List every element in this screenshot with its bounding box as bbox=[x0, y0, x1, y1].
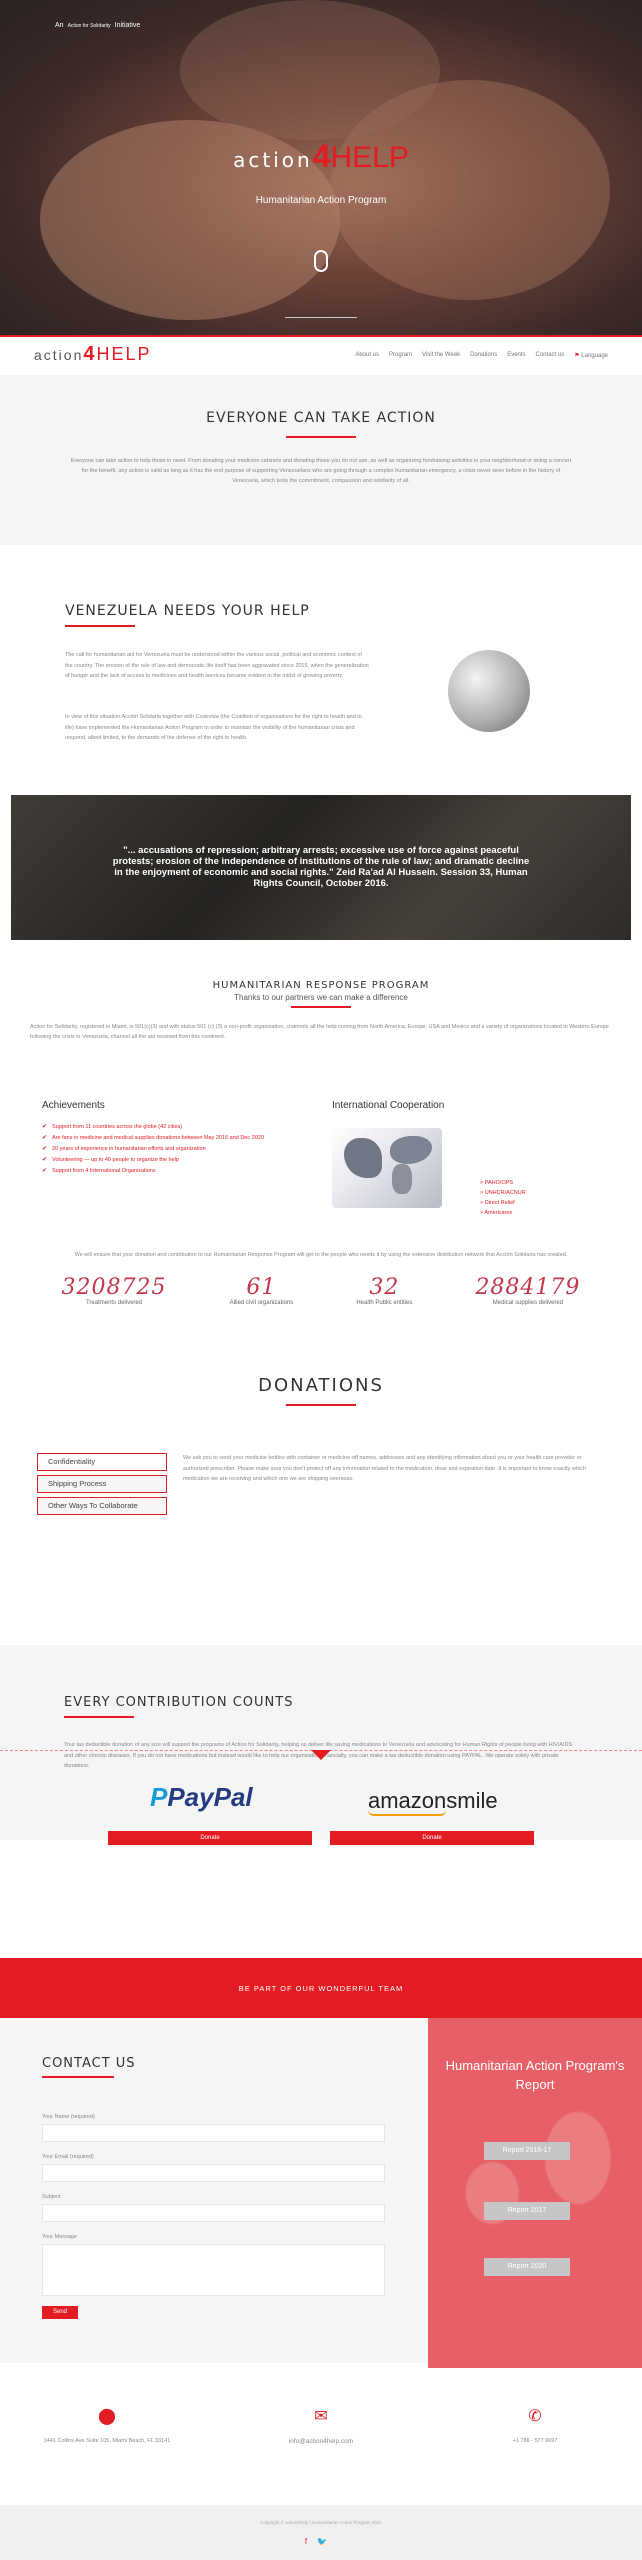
coop-list bbox=[480, 1178, 526, 1218]
coop-item[interactable]: > UNHCR/ACNUR bbox=[480, 1190, 526, 1196]
quote-text: "... accusations of repression; arbitrary arrests; excessive use of force against peaceful protests; erosion of the independence of institutions of the rule of law; and dramatic decline in the enjoyment of economic and social rights." Zeid Ra'ad Al Hussein. Session 33, Human Rights Council, October 2016. bbox=[112, 845, 530, 889]
donations-title: DONATIONS bbox=[258, 1375, 384, 1396]
location-pin-icon: ⬤ bbox=[98, 2408, 116, 2425]
send-button[interactable]: Send bbox=[42, 2306, 78, 2319]
globe-image bbox=[448, 650, 530, 732]
coop-item[interactable]: > Direct Relief bbox=[480, 1200, 515, 1206]
tab-shipping-process[interactable]: Shipping Process bbox=[37, 1475, 167, 1493]
subject-label: Subject bbox=[42, 2194, 61, 2200]
nav-item-events[interactable]: Events bbox=[507, 352, 526, 358]
contribution-divider bbox=[64, 1716, 134, 1718]
venezuela-divider bbox=[65, 625, 135, 627]
tab-confidentiality[interactable]: Confidentiality bbox=[37, 1453, 167, 1471]
amazonsmile-name: amazonsmile bbox=[368, 1788, 498, 1813]
arrow-down-icon bbox=[311, 1750, 331, 1760]
report-title: Humanitarian Action Program's Report bbox=[445, 2058, 625, 2092]
achievement-item: ✔ Support from 11 countries across the globe (42 cities) bbox=[42, 1122, 302, 1133]
achievement-item: ✔ Support from 4 International Organizations bbox=[42, 1166, 302, 1177]
facebook-icon[interactable]: f bbox=[304, 2537, 318, 2546]
program-divider bbox=[291, 1006, 351, 1008]
amazon-donate-button[interactable]: Donate bbox=[330, 1831, 534, 1845]
achievement-item: ✔ Volunteering — up to 40 people to organize the help bbox=[42, 1155, 302, 1166]
coop-item[interactable]: > Americares bbox=[480, 1210, 513, 1216]
message-label: Your Message bbox=[42, 2234, 77, 2240]
nav-logo-help: HELP bbox=[96, 344, 152, 364]
scroll-mouse-icon[interactable] bbox=[314, 250, 328, 272]
achievement-item: ✔ 20 years of experience in humanitarian efforts and organization bbox=[42, 1144, 302, 1155]
amazonsmile-logo[interactable] bbox=[368, 1788, 498, 1816]
team-banner[interactable] bbox=[0, 1958, 642, 2018]
logo-help: HELP bbox=[330, 141, 409, 174]
achievement-item: ✔ Are fans in medicine and medical supplies donations between May 2016 and Dec 2020 bbox=[42, 1133, 302, 1144]
mail-icon: ✉ bbox=[314, 2408, 328, 2425]
email-text[interactable]: info@action4help.com bbox=[288, 2438, 354, 2445]
stat-label: Medical supplies delivered bbox=[492, 1300, 564, 1306]
stat-label: Health Public entities bbox=[356, 1300, 413, 1306]
venezuela-section bbox=[0, 545, 642, 795]
address-text: 1441 Collins Ave Suite 105, Miami Beach, FL 33141 bbox=[43, 2438, 171, 2444]
hero-banner bbox=[0, 0, 642, 335]
donations-body: We ask you to send your medicine bottles with container or medicine-off names, addresses and any identifying information about you or your health care provider or authorized prescriber. Please make sure you don't protect off any information related to the medication, dose and expiration date. It is important to know exactly which medication we are receiving and which one we are shipping overseas. bbox=[183, 1455, 586, 1482]
initiative-badge bbox=[55, 22, 140, 29]
coop-item[interactable]: > PAHO/OPS bbox=[480, 1180, 514, 1186]
intro-divider bbox=[286, 436, 356, 438]
flag-icon: ⚑ bbox=[574, 353, 580, 359]
venezuela-p1: The call for humanitarian aid for Venezuela must be understood within the various social, political and economic context of the country. The erosion of the rule of law and democratic life itself has been aggravated since 2015, when the generalization of hunger and the lack of access to medicines and health services became evident in the midst of growing poverty. bbox=[65, 652, 369, 679]
contact-divider bbox=[42, 2076, 114, 2078]
nav-item-about[interactable]: About us bbox=[355, 352, 380, 358]
hero-divider bbox=[285, 317, 357, 318]
phone-icon: ✆ bbox=[528, 2408, 542, 2425]
email-label: Your Email (required) bbox=[42, 2154, 94, 2160]
hero-image-hands-top bbox=[180, 0, 440, 140]
badge-suffix: Initiative bbox=[114, 22, 141, 29]
stat-value: 3208725 bbox=[61, 1275, 167, 1300]
phone-text[interactable]: +1 786 - 577 9697 bbox=[512, 2438, 558, 2444]
footer-info bbox=[0, 2368, 642, 2508]
program-body: Action for Solidarity, registered in Miami, is 501(c)(3) and with status 501 (c) (3) a non-profit organization, channels all the help coming from North America, Europe, USA and Mexico and a variety of organizations located in Western Europe following the crisis in Venezuela, channel all the aid received from this continent. bbox=[30, 1024, 609, 1040]
intro-title: EVERYONE CAN TAKE ACTION bbox=[206, 410, 436, 426]
language-label: Language bbox=[581, 353, 608, 359]
subject-input[interactable] bbox=[42, 2204, 385, 2222]
phone-block bbox=[428, 2406, 642, 2447]
stat-organizations bbox=[230, 1275, 294, 1306]
paypal-logo[interactable] bbox=[150, 1782, 253, 1813]
paypal-name: PayPal bbox=[167, 1782, 253, 1812]
main-navbar bbox=[0, 335, 642, 375]
report-2020-button[interactable]: Report 2020 bbox=[484, 2258, 570, 2276]
stat-medical-supplies bbox=[475, 1275, 580, 1306]
program-title: HUMANITARIAN RESPONSE PROGRAM bbox=[212, 980, 430, 991]
hero-logo bbox=[0, 138, 642, 175]
nav-logo-number: 4 bbox=[83, 343, 97, 365]
donations-divider bbox=[286, 1404, 356, 1406]
tab-other-ways[interactable]: Other Ways To Collaborate bbox=[37, 1497, 167, 1515]
stat-value: 32 bbox=[369, 1275, 400, 1300]
achievements-list bbox=[42, 1122, 302, 1177]
paypal-mark-icon: P bbox=[150, 1782, 168, 1812]
report-2016-17-button[interactable]: Report 2016-17 bbox=[484, 2142, 570, 2160]
badge-brand: Action for Solidarity bbox=[67, 22, 111, 29]
nav-item-program[interactable]: Program bbox=[389, 352, 413, 358]
badge-prefix: An bbox=[55, 22, 64, 29]
hero-subtitle: Humanitarian Action Program bbox=[255, 195, 387, 206]
twitter-icon[interactable]: 🐦 bbox=[317, 2537, 338, 2546]
stat-label: Allied civil organizations bbox=[229, 1300, 294, 1306]
stats-intro: We will ensure that your donation and contribution to our Humanitarian Response Program will get to the people who needs it by using the extensive distribution network that Acción Solidaria has created. bbox=[74, 1252, 568, 1258]
stat-value: 2884179 bbox=[475, 1275, 581, 1300]
email-input[interactable] bbox=[42, 2164, 385, 2182]
nav-menu bbox=[355, 352, 608, 359]
intro-section bbox=[0, 375, 642, 545]
program-section bbox=[0, 945, 642, 1355]
stat-value: 61 bbox=[246, 1275, 277, 1300]
stat-treatments bbox=[62, 1275, 167, 1306]
logo-word: action bbox=[233, 148, 313, 172]
coop-title: International Cooperation bbox=[332, 1100, 445, 1111]
message-textarea[interactable] bbox=[42, 2244, 385, 2296]
paypal-donate-button[interactable]: Donate bbox=[108, 1831, 312, 1845]
address-block bbox=[0, 2406, 214, 2447]
logo-number: 4 bbox=[312, 138, 331, 174]
footer-bottom bbox=[0, 2505, 642, 2560]
nav-logo-word: action bbox=[34, 347, 84, 363]
social-links bbox=[0, 2537, 642, 2546]
venezuela-title: VENEZUELA NEEDS YOUR HELP bbox=[65, 603, 310, 619]
copyright-text: Copyright © action4help | Humanitarian Action Program 2021 bbox=[260, 2520, 382, 2525]
email-block bbox=[214, 2406, 428, 2447]
stat-label: Treatments delivered bbox=[85, 1300, 143, 1306]
quote-banner bbox=[11, 795, 631, 940]
contribution-body: Your tax deductible donation of any size will support the programs of Action for Solidarity, helping us deliver life saving medications to Venezuela and advocating for Human Rights of people living with HIV/AIDS and other chronic diseases. If you do not have medications but instead would like to help our organization financially, you can make a tax deductible donation using PAYPAL. We operate solely with private donations. bbox=[64, 1742, 573, 1769]
donations-section bbox=[0, 1355, 642, 1645]
achievements-title: Achievements bbox=[42, 1100, 105, 1111]
nav-item-language[interactable] bbox=[574, 352, 608, 359]
stat-health-entities bbox=[356, 1275, 412, 1306]
contribution-title: EVERY CONTRIBUTION COUNTS bbox=[64, 1695, 294, 1710]
intro-body: Everyone can take action to help those in need. From donating your medicine cabinets and donating those you do not use, as well as organizing fundraising activities in your neighborhood or doing a concert for the benefit, any action is valid as long as it has the end purpose of supporting Venezuelans who are going through a complex humanitarian emergency, a crisis never seen before in the history of Venezuela, which tests the commitment, compassion and solidarity of all. bbox=[70, 458, 572, 484]
world-map-image bbox=[332, 1128, 442, 1208]
nav-item-contact[interactable]: Contact us bbox=[535, 352, 565, 358]
program-subtitle: Thanks to our partners we can make a difference bbox=[234, 993, 408, 1002]
name-input[interactable] bbox=[42, 2124, 385, 2142]
stats-row bbox=[30, 1275, 612, 1306]
venezuela-p2: In view of this situation Acción Solidaria together with Codevida (the Coalition of organizations for the right to health and to life) have implemented the Humanitarian Action Program in order to maintain the visibility of the humanitarian crisis and respond, albeit limited, to the demands of the defense of the right to health. bbox=[65, 714, 362, 741]
report-panel bbox=[428, 2018, 642, 2368]
name-label: Your Name (required) bbox=[42, 2114, 95, 2120]
nav-logo[interactable] bbox=[34, 343, 152, 366]
team-text: BE PART OF OUR WONDERFUL TEAM bbox=[238, 1984, 404, 1993]
contact-title: CONTACT US bbox=[42, 2056, 136, 2071]
donate-platforms-section bbox=[0, 1750, 642, 1945]
nav-item-visit-the-week[interactable]: Visit the Week bbox=[422, 352, 461, 358]
report-2017-button[interactable]: Report 2017 bbox=[484, 2202, 570, 2220]
nav-item-donations[interactable]: Donations bbox=[470, 352, 498, 358]
